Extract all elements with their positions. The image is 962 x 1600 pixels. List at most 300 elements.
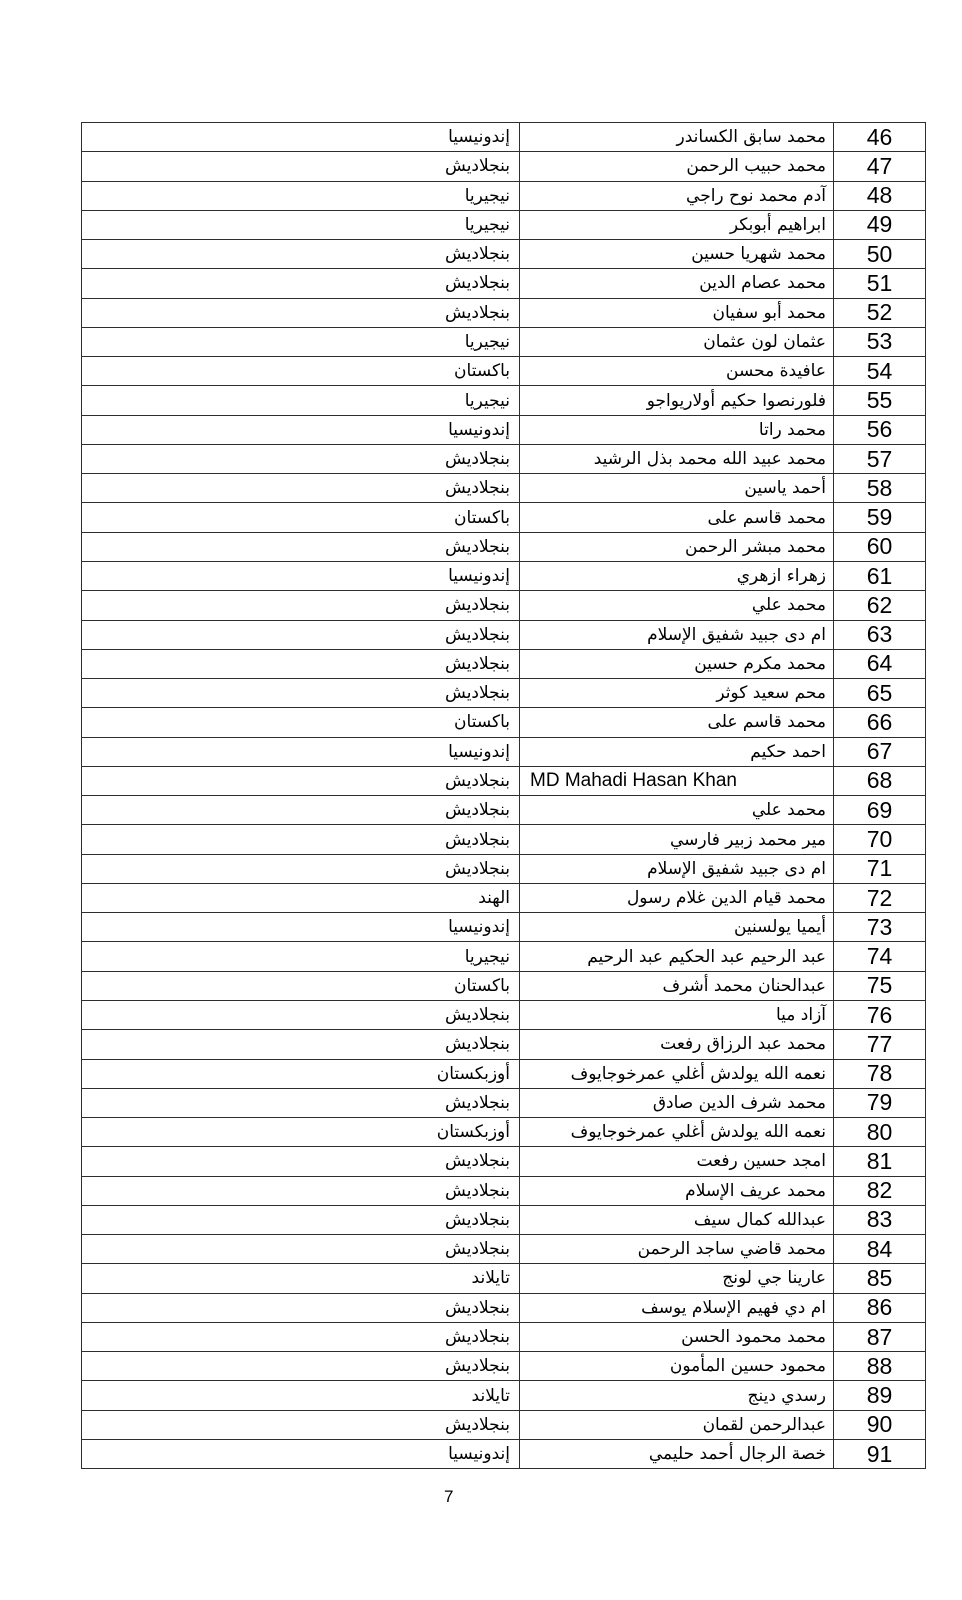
row-number-cell (834, 1089, 925, 1117)
table-row (82, 1000, 925, 1029)
name-cell (519, 328, 834, 356)
row-number-cell (834, 1177, 925, 1205)
table-row (82, 356, 925, 385)
country-cell (82, 1294, 519, 1322)
country-text: بنجلاديش (445, 1297, 510, 1318)
name-cell (519, 1177, 834, 1205)
name-cell (519, 240, 834, 268)
row-number-cell (834, 123, 925, 151)
row-number-cell (834, 1264, 925, 1292)
name-text: رسدي دينج (747, 1385, 826, 1406)
name-cell (519, 152, 834, 180)
row-number-cell (834, 1030, 925, 1058)
row-number-text: 47 (866, 152, 893, 179)
country-text: إندونيسيا (448, 127, 510, 148)
row-number-cell (834, 1411, 925, 1439)
name-cell (519, 123, 834, 151)
country-cell (82, 503, 519, 531)
country-cell (82, 972, 519, 1000)
name-text: محمد أبو سفيان (712, 302, 826, 323)
name-cell (519, 1294, 834, 1322)
name-cell (519, 1206, 834, 1234)
name-text: محمد علي (751, 800, 826, 821)
name-cell (519, 1411, 834, 1439)
country-cell (82, 913, 519, 941)
country-text: بنجلاديش (445, 1180, 510, 1201)
row-number-text: 56 (866, 416, 893, 443)
row-number-text: 90 (866, 1411, 893, 1438)
name-text: ابراهيم أبوبكر (729, 214, 826, 235)
row-number-cell (834, 1118, 925, 1146)
table-row (82, 561, 925, 590)
country-text: تايلاند (471, 1268, 510, 1289)
country-text: بنجلاديش (445, 683, 510, 704)
row-number-text: 71 (866, 855, 893, 882)
country-text: أوزبكستان (436, 1122, 510, 1143)
table-row (82, 327, 925, 356)
country-text: إندونيسيا (448, 741, 510, 762)
row-number-text: 72 (866, 884, 893, 911)
name-text: عافيدة محسن (726, 361, 826, 382)
row-number-cell (834, 972, 925, 1000)
name-cell (519, 416, 834, 444)
row-number-text: 64 (866, 650, 893, 677)
country-cell (82, 123, 519, 151)
table-row (82, 151, 925, 180)
table-row (82, 971, 925, 1000)
table-row (82, 824, 925, 853)
name-cell (519, 855, 834, 883)
country-text: باكستان (454, 361, 510, 382)
country-text: بنجلاديش (445, 829, 510, 850)
name-cell (519, 913, 834, 941)
name-text: أحمد ياسين (744, 478, 826, 499)
country-cell (82, 679, 519, 707)
name-cell (519, 650, 834, 678)
name-cell (519, 884, 834, 912)
country-text: بنجلاديش (445, 800, 510, 821)
country-cell (82, 152, 519, 180)
name-cell (519, 679, 834, 707)
name-cell (519, 708, 834, 736)
name-cell (519, 767, 834, 795)
row-number-cell (834, 913, 925, 941)
row-number-cell (834, 942, 925, 970)
row-number-cell (834, 1294, 925, 1322)
country-text: إندونيسيا (448, 419, 510, 440)
name-cell (519, 621, 834, 649)
row-number-cell (834, 1323, 925, 1351)
country-cell (82, 1411, 519, 1439)
table-row (82, 1176, 925, 1205)
name-cell (519, 1381, 834, 1409)
table-row (82, 1059, 925, 1088)
row-number-text: 88 (866, 1352, 893, 1379)
table-row (82, 1410, 925, 1439)
name-text: محمد قاسم على (707, 712, 826, 733)
country-cell (82, 240, 519, 268)
name-text: محمد شرف الدين صادق (652, 1092, 826, 1113)
name-cell (519, 211, 834, 239)
row-number-text: 59 (866, 504, 893, 531)
row-number-text: 58 (866, 474, 893, 501)
table-row (82, 1322, 925, 1351)
row-number-text: 50 (866, 240, 893, 267)
table-row (82, 268, 925, 297)
name-text: محمد قيام الدين غلام رسول (626, 888, 826, 909)
country-text: باكستان (454, 975, 510, 996)
row-number-cell (834, 533, 925, 561)
name-text: زهراء ازهري (736, 566, 826, 587)
row-number-text: 49 (866, 211, 893, 238)
country-cell (82, 825, 519, 853)
country-text: بنجلاديش (445, 1414, 510, 1435)
country-cell (82, 796, 519, 824)
table-row (82, 385, 925, 414)
country-text: بنجلاديش (445, 1151, 510, 1172)
name-text: نعمه الله يولدش أغلي عمرخوجايوف (570, 1063, 826, 1084)
row-number-text: 80 (866, 1118, 893, 1145)
name-cell (519, 445, 834, 473)
row-number-text: 54 (866, 357, 893, 384)
name-text: محمد عريف الإسلام (685, 1180, 826, 1201)
country-text: بنجلاديش (445, 156, 510, 177)
country-cell (82, 1352, 519, 1380)
country-cell (82, 855, 519, 883)
name-text: محمد راتا (758, 419, 826, 440)
row-number-cell (834, 621, 925, 649)
row-number-cell (834, 1001, 925, 1029)
row-number-text: 76 (866, 1001, 893, 1028)
table-row (82, 473, 925, 502)
country-cell (82, 738, 519, 766)
table-row (82, 854, 925, 883)
country-text: بنجلاديش (445, 273, 510, 294)
country-cell (82, 1060, 519, 1088)
row-number-cell (834, 269, 925, 297)
table-row (82, 678, 925, 707)
row-number-cell (834, 299, 925, 327)
country-cell (82, 1030, 519, 1058)
row-number-cell (834, 1440, 925, 1468)
row-number-text: 91 (866, 1440, 893, 1467)
country-text: بنجلاديش (445, 536, 510, 557)
row-number-cell (834, 1381, 925, 1409)
row-number-text: 62 (866, 591, 893, 618)
name-text: محمد محمود الحسن (681, 1327, 826, 1348)
country-cell (82, 1147, 519, 1175)
country-text: نيجيريا (464, 331, 510, 352)
row-number-text: 77 (866, 1030, 893, 1057)
country-text: نيجيريا (464, 946, 510, 967)
country-cell (82, 474, 519, 502)
name-cell (519, 1235, 834, 1263)
table-row (82, 590, 925, 619)
name-text: عبد الرحيم عبد الحكيم عبد الرحيم (587, 946, 826, 967)
row-number-cell (834, 767, 925, 795)
name-text: مير محمد زبير فارسي (669, 829, 826, 850)
country-cell (82, 1206, 519, 1234)
name-text: محمد سابق الكساندر (676, 127, 826, 148)
table-row (82, 1263, 925, 1292)
row-number-cell (834, 825, 925, 853)
country-text: بنجلاديش (445, 478, 510, 499)
country-text: الهند (478, 888, 510, 909)
row-number-cell (834, 884, 925, 912)
name-cell (519, 562, 834, 590)
row-number-cell (834, 855, 925, 883)
country-cell (82, 1118, 519, 1146)
name-cell (519, 269, 834, 297)
row-number-cell (834, 211, 925, 239)
country-cell (82, 386, 519, 414)
row-number-text: 66 (866, 708, 893, 735)
row-number-text: 79 (866, 1089, 893, 1116)
table-row (82, 1088, 925, 1117)
name-text: محم سعيد كوثر (716, 683, 826, 704)
country-cell (82, 591, 519, 619)
name-text: أيميا يولسنين (733, 917, 826, 938)
country-text: بنجلاديش (445, 1092, 510, 1113)
country-cell (82, 884, 519, 912)
table-row (82, 181, 925, 210)
table-row (82, 1439, 925, 1468)
row-number-cell (834, 445, 925, 473)
row-number-text: 75 (866, 972, 893, 999)
table-row (82, 912, 925, 941)
country-text: نيجيريا (464, 214, 510, 235)
country-text: بنجلاديش (445, 770, 510, 791)
name-text: آزاد ميا (775, 1005, 826, 1026)
country-cell (82, 1001, 519, 1029)
name-text: عثمان لون عثمان (703, 331, 826, 352)
name-text: عبدالحنان محمد أشرف (662, 975, 826, 996)
name-cell (519, 299, 834, 327)
row-number-text: 55 (866, 387, 893, 414)
row-number-cell (834, 650, 925, 678)
table-row (82, 1029, 925, 1058)
name-text: ام دى جبيد شفيق الإسلام (647, 858, 826, 879)
name-text: امجد حسين رفعت (696, 1151, 826, 1172)
table-row (82, 883, 925, 912)
table-row (82, 1205, 925, 1234)
name-cell (519, 1001, 834, 1029)
name-text: محمد قاسم على (707, 507, 826, 528)
name-cell (519, 182, 834, 210)
row-number-cell (834, 1060, 925, 1088)
row-number-cell (834, 1147, 925, 1175)
country-cell (82, 621, 519, 649)
row-number-text: 69 (866, 796, 893, 823)
name-cell (519, 1264, 834, 1292)
table-row (82, 298, 925, 327)
country-cell (82, 1235, 519, 1263)
row-number-cell (834, 328, 925, 356)
table-row (82, 444, 925, 473)
name-text: محمد شهريا حسين (691, 244, 826, 265)
country-cell (82, 416, 519, 444)
table-row (82, 532, 925, 561)
row-number-cell (834, 1206, 925, 1234)
row-number-cell (834, 386, 925, 414)
country-text: بنجلاديش (445, 595, 510, 616)
country-cell (82, 650, 519, 678)
name-text: احمد حكيم (750, 741, 826, 762)
name-text: عارينا جي لونج (722, 1268, 826, 1289)
country-cell (82, 562, 519, 590)
country-cell (82, 1177, 519, 1205)
row-number-cell (834, 357, 925, 385)
name-cell (519, 533, 834, 561)
row-number-text: 67 (866, 738, 893, 765)
name-cell (519, 1147, 834, 1175)
name-cell (519, 1060, 834, 1088)
name-cell (519, 1089, 834, 1117)
row-number-cell (834, 474, 925, 502)
table-row (82, 1117, 925, 1146)
row-number-text: 78 (866, 1060, 893, 1087)
country-cell (82, 1323, 519, 1351)
name-cell (519, 1030, 834, 1058)
country-text: بنجلاديش (445, 1209, 510, 1230)
row-number-text: 89 (866, 1382, 893, 1409)
registry-table (81, 122, 926, 1469)
table-row (82, 1380, 925, 1409)
row-number-text: 68 (866, 767, 893, 794)
row-number-text: 86 (866, 1294, 893, 1321)
row-number-text: 57 (866, 445, 893, 472)
row-number-cell (834, 240, 925, 268)
table-row (82, 737, 925, 766)
country-text: بنجلاديش (445, 1005, 510, 1026)
row-number-text: 74 (866, 943, 893, 970)
country-cell (82, 1089, 519, 1117)
name-cell (519, 357, 834, 385)
country-text: نيجيريا (464, 390, 510, 411)
name-text: نعمه الله يولدش أغلي عمرخوجايوف (570, 1122, 826, 1143)
table-row (82, 620, 925, 649)
name-text: آدم محمد نوح راجي (686, 185, 826, 206)
name-text: محمود حسين المأمون (669, 1356, 826, 1377)
name-text: عبدالله كمال سيف (693, 1209, 826, 1230)
name-text: محمد عبيد الله محمد بذل الرشيد (593, 449, 826, 470)
row-number-text: 60 (866, 533, 893, 560)
name-cell (519, 738, 834, 766)
name-text: عبدالرحمن لقمان (702, 1414, 826, 1435)
name-cell (519, 474, 834, 502)
row-number-text: 81 (866, 1147, 893, 1174)
row-number-cell (834, 182, 925, 210)
name-text: محمد قاضي ساجد الرحمن (637, 1239, 826, 1260)
row-number-text: 48 (866, 182, 893, 209)
name-text: فلورنصوا حكيم أولاريواجو (646, 390, 826, 411)
name-text: ام دي فهيم الإسلام يوسف (641, 1297, 826, 1318)
table-row (82, 795, 925, 824)
name-text: محمد عصام الدين (699, 273, 826, 294)
table-row (82, 123, 925, 151)
name-text: ام دى جبيد شفيق الإسلام (647, 624, 826, 645)
name-cell (519, 1352, 834, 1380)
row-number-cell (834, 152, 925, 180)
name-cell (519, 942, 834, 970)
table-row (82, 707, 925, 736)
name-cell (519, 1323, 834, 1351)
row-number-cell (834, 708, 925, 736)
country-text: بنجلاديش (445, 244, 510, 265)
country-cell (82, 1381, 519, 1409)
row-number-text: 51 (866, 269, 893, 296)
name-cell (519, 386, 834, 414)
country-cell (82, 1440, 519, 1468)
name-text: محمد عبد الرزاق رفعت (660, 1034, 826, 1055)
row-number-cell (834, 738, 925, 766)
row-number-text: 82 (866, 1177, 893, 1204)
row-number-cell (834, 562, 925, 590)
row-number-cell (834, 1352, 925, 1380)
name-text: محمد علي (751, 595, 826, 616)
name-text: MD Mahadi Hasan Khan (530, 769, 737, 791)
country-text: باكستان (454, 507, 510, 528)
country-text: نيجيريا (464, 185, 510, 206)
row-number-text: 61 (866, 562, 893, 589)
row-number-text: 70 (866, 826, 893, 852)
table-row (82, 1234, 925, 1263)
page-number: 7 (444, 1487, 454, 1506)
table-row (82, 502, 925, 531)
country-cell (82, 708, 519, 736)
country-text: باكستان (454, 712, 510, 733)
country-text: بنجلاديش (445, 1034, 510, 1055)
country-text: بنجلاديش (445, 1327, 510, 1348)
name-cell (519, 503, 834, 531)
country-cell (82, 942, 519, 970)
name-cell (519, 825, 834, 853)
table-row (82, 239, 925, 268)
country-text: تايلاند (471, 1385, 510, 1406)
country-text: بنجلاديش (445, 302, 510, 323)
country-cell (82, 357, 519, 385)
country-text: إندونيسيا (448, 566, 510, 587)
country-cell (82, 299, 519, 327)
name-cell (519, 591, 834, 619)
country-cell (82, 767, 519, 795)
country-text: إندونيسيا (448, 1444, 510, 1465)
country-cell (82, 211, 519, 239)
country-cell (82, 533, 519, 561)
name-cell (519, 972, 834, 1000)
country-text: بنجلاديش (445, 1239, 510, 1260)
name-text: محمد حبيب الرحمن (686, 156, 826, 177)
country-text: بنجلاديش (445, 858, 510, 879)
table-row (82, 415, 925, 444)
country-text: أوزبكستان (436, 1063, 510, 1084)
name-text: محمد مكرم حسين (694, 653, 826, 674)
row-number-text: 73 (866, 913, 893, 940)
row-number-cell (834, 679, 925, 707)
row-number-text: 87 (866, 1323, 893, 1350)
name-cell (519, 796, 834, 824)
row-number-cell (834, 503, 925, 531)
row-number-text: 83 (866, 1206, 893, 1233)
table-row (82, 1293, 925, 1322)
row-number-text: 84 (866, 1235, 893, 1262)
table-row (82, 941, 925, 970)
row-number-text: 46 (866, 123, 893, 150)
row-number-text: 65 (866, 679, 893, 706)
table-row (82, 210, 925, 239)
country-cell (82, 1264, 519, 1292)
country-cell (82, 445, 519, 473)
